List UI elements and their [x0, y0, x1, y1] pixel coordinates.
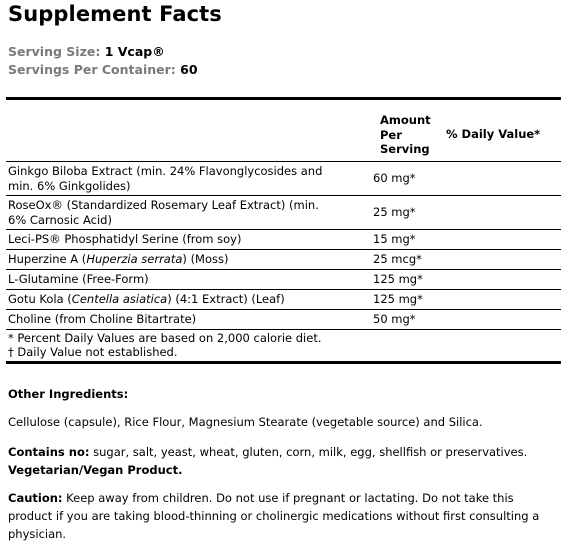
amount-header-line3: Serving	[380, 142, 430, 156]
ingredient-name-line1: RoseOx® (Standardized Rosemary Leaf Extract) (min.	[8, 198, 319, 212]
table-row	[6, 196, 561, 230]
ingredient-latin-name: Centella asiatica	[71, 292, 168, 306]
ingredient-amount: 60 mg*	[373, 171, 416, 185]
ingredient-amount: 125 mg*	[373, 292, 423, 306]
ingredient-amount: 25 mg*	[373, 205, 416, 219]
daily-value-footnote: * Percent Daily Values are based on 2,000 calorie diet.	[8, 331, 322, 345]
ingredient-name: Leci-PS® Phosphatidyl Serine (from soy)	[8, 232, 242, 246]
ingredient-name	[8, 198, 353, 228]
other-ingredients-heading: Other Ingredients:	[8, 387, 129, 401]
serving-size-label: Serving Size:	[8, 44, 101, 59]
ingredient-name-part: ) (4:1 Extract) (Leaf)	[167, 292, 285, 306]
servings-per-container-label: Servings Per Container:	[8, 62, 176, 77]
table-row	[6, 162, 561, 196]
ingredient-name-part: Huperzine A (	[8, 252, 87, 266]
page-title: Supplement Facts	[8, 2, 222, 26]
caution-label: Caution:	[8, 491, 63, 505]
ingredient-name	[8, 252, 353, 267]
supplement-facts-table	[6, 97, 561, 364]
ingredient-name	[8, 164, 353, 194]
serving-size	[8, 44, 165, 59]
ingredient-amount: 50 mg*	[373, 312, 416, 326]
ingredient-name: L-Glutamine (Free-Form)	[8, 272, 149, 286]
amount-header-line2: Per	[380, 127, 402, 142]
ingredient-name: Choline (from Choline Bitartrate)	[8, 312, 197, 326]
ingredient-name-line1: Ginkgo Biloba Extract (min. 24% Flavonglycosides and	[8, 164, 323, 178]
amount-per-serving-header	[380, 113, 431, 157]
caution-statement	[8, 489, 558, 543]
table-footnotes	[6, 330, 561, 364]
contains-no-text: sugar, salt, yeast, wheat, gluten, corn, milk, egg, shellfish or preservatives.	[89, 445, 528, 459]
table-header	[6, 100, 561, 162]
amount-header-line1: Amount	[380, 113, 431, 127]
not-established-footnote: † Daily Value not established.	[8, 345, 178, 359]
serving-size-value: 1 Vcap®	[104, 44, 165, 59]
contains-no-statement	[8, 443, 558, 479]
other-ingredients-text: Cellulose (capsule), Rice Flour, Magnesium Stearate (vegetable source) and Silica.	[8, 415, 483, 429]
contains-no-label: Contains no:	[8, 445, 90, 459]
daily-value-header: % Daily Value*	[446, 127, 541, 141]
table-row	[6, 230, 561, 250]
ingredient-amount: 25 mcg*	[373, 252, 422, 266]
table-row	[6, 310, 561, 330]
table-row	[6, 290, 561, 310]
ingredient-name-part: ) (Moss)	[182, 252, 229, 266]
caution-text: Keep away from children. Do not use if pregnant or lactating. Do not take this product if you are taking blood-thinning or cholinergic medications without first consulting a physician.	[8, 491, 540, 541]
ingredient-amount: 15 mg*	[373, 232, 416, 246]
ingredient-name-line2: 6% Carnosic Acid)	[8, 213, 112, 227]
ingredient-amount: 125 mg*	[373, 272, 423, 286]
ingredient-name-part: Gotu Kola (	[8, 292, 72, 306]
servings-per-container	[8, 62, 198, 77]
vegetarian-statement: Vegetarian/Vegan Product.	[8, 463, 183, 477]
ingredient-latin-name: Huperzia serrata	[86, 252, 183, 266]
ingredient-name	[8, 292, 353, 307]
ingredient-name-line2: min. 6% Ginkgolides)	[8, 179, 131, 193]
table-row	[6, 270, 561, 290]
servings-per-container-value: 60	[180, 62, 198, 77]
table-row	[6, 250, 561, 270]
